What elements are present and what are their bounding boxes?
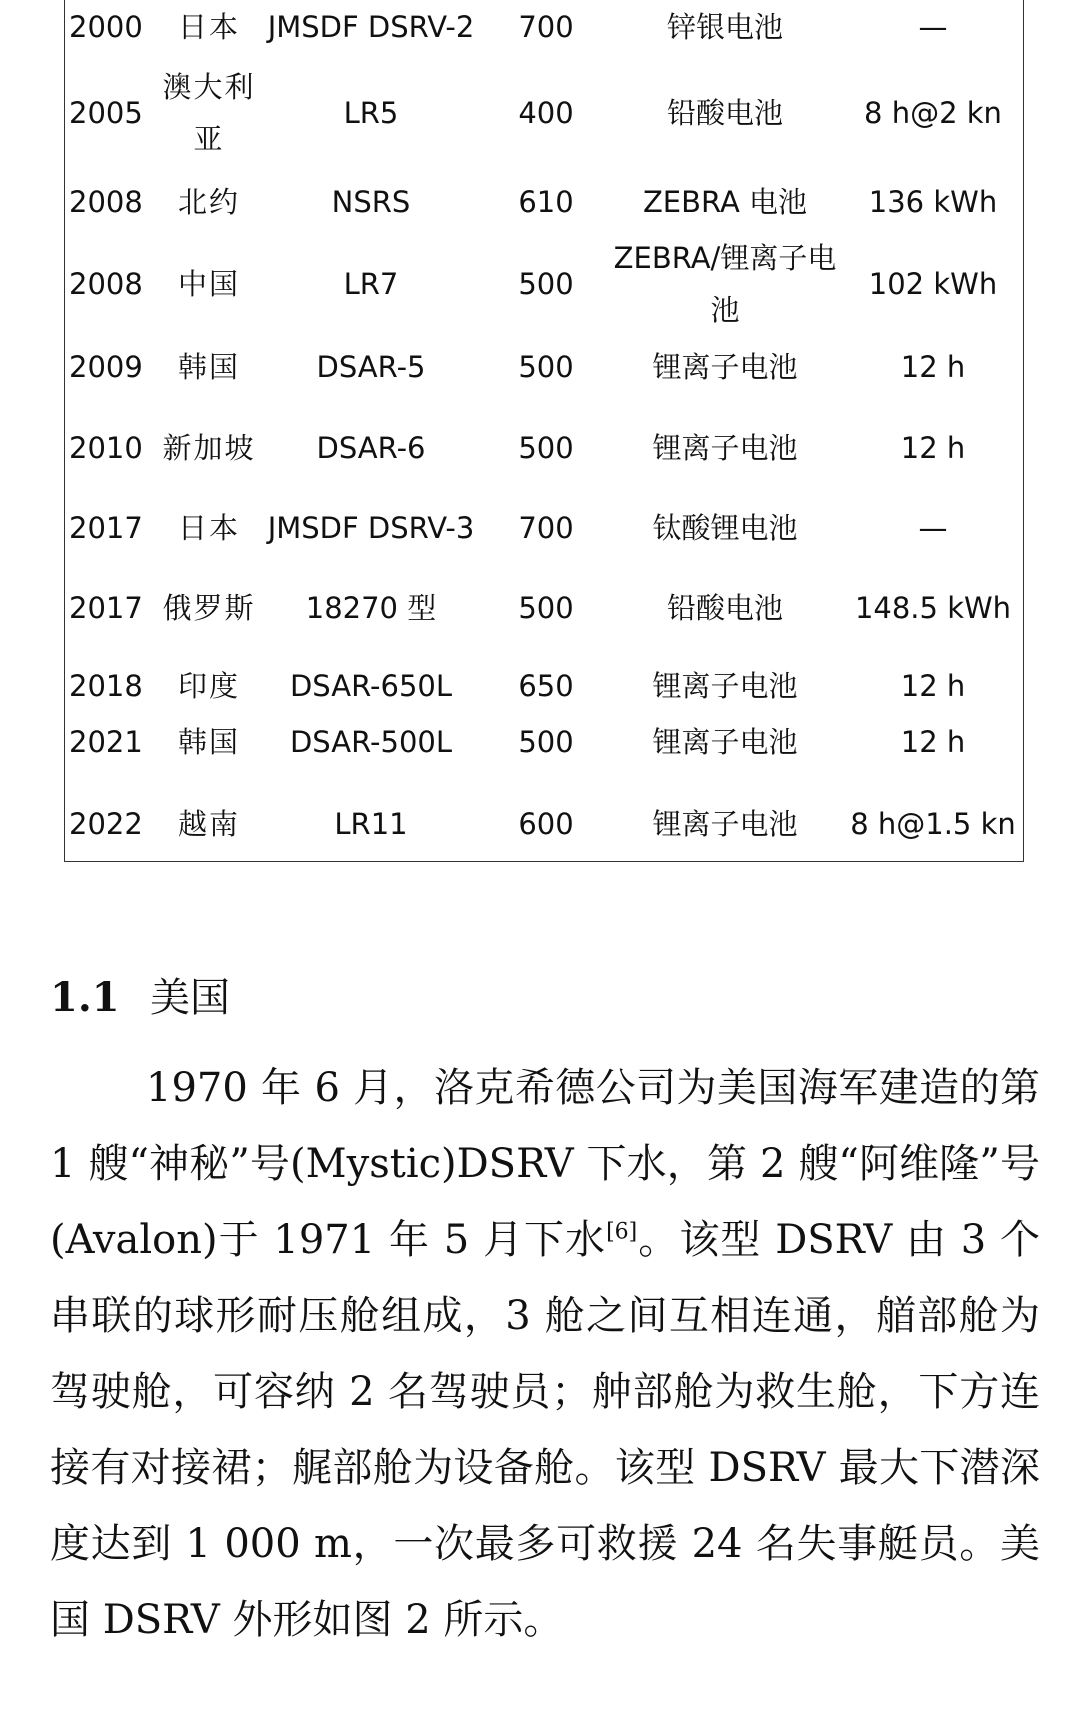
cell-battery: 锂离子电池 — [652, 725, 798, 759]
cell-model: DSAR-6 — [316, 431, 426, 465]
cell-endurance: 8 h@1.5 kn — [850, 807, 1016, 841]
cell-year: 2022 — [69, 807, 143, 841]
cell-model: JMSDF DSRV-3 — [267, 511, 475, 545]
table-row — [65, 336, 1025, 398]
paragraph-text-part1: 1970 年 6 月，洛克希德公司为美国海军建造的第 1 艘“神秘”号(Mystic)DSRV 下水，第 2 艘“阿维隆”号(Avalon)于 1971 年 5 月下水 — [50, 1065, 1040, 1263]
cell-model: DSAR-500L — [289, 725, 453, 759]
cell-endurance: 102 kWh — [868, 267, 998, 301]
cell-battery: 锌银电池 — [666, 10, 783, 44]
cell-battery: 钛酸锂电池 — [652, 511, 798, 545]
table-row — [65, 770, 1025, 878]
cell-battery: ZEBRA/锂离子电池 — [613, 241, 837, 327]
cell-year: 2017 — [69, 511, 143, 545]
cell-year: 2017 — [69, 591, 143, 625]
dsrv-spec-table — [64, 0, 1024, 862]
cell-depth: 400 — [518, 96, 574, 130]
cell-depth: 610 — [518, 185, 574, 219]
spec-table-body — [65, 0, 1025, 878]
table-row — [65, 714, 1025, 770]
cell-model: LR5 — [343, 96, 399, 130]
paragraph-text-part2: 。该型 DSRV 由 3 个串联的球形耐压舱组成，3 舱之间互相连通，艏部舱为驾驶舱，可容纳 2 名驾驶员；舯部舱为救生舱，下方连接有对接裙；艉部舱为设备舱。该型 DSRV 最大下潜深度达到 1 000 m，一次最多可救援 24 名失事艇员。美国 DSRV 外形如图 2 所示。 — [50, 1217, 1041, 1643]
cell-country: 新加坡 — [162, 431, 256, 465]
cell-depth: 500 — [518, 725, 574, 759]
cell-country: 日本 — [177, 511, 240, 545]
cell-country: 澳大利亚 — [162, 70, 256, 156]
cell-country: 日本 — [177, 10, 240, 44]
cell-year: 2018 — [69, 669, 143, 703]
cell-endurance: 136 kWh — [868, 185, 998, 219]
cell-depth: 700 — [518, 10, 574, 44]
cell-country: 越南 — [177, 807, 240, 841]
cell-model: DSAR-650L — [289, 669, 453, 703]
cell-battery: 锂离子电池 — [652, 669, 798, 703]
cell-country: 印度 — [177, 669, 240, 703]
cell-endurance: — — [918, 10, 948, 44]
cell-battery: 铅酸电池 — [666, 96, 783, 130]
table-row — [65, 54, 1025, 172]
cell-year: 2010 — [69, 431, 143, 465]
cell-year: 2008 — [69, 185, 143, 219]
cell-model: NSRS — [331, 185, 411, 219]
citation-ref: [6] — [606, 1219, 638, 1245]
cell-endurance: 8 h@2 kn — [864, 96, 1002, 130]
cell-battery: 锂离子电池 — [652, 431, 798, 465]
cell-country: 中国 — [177, 267, 240, 301]
section-title: 美国 — [150, 975, 230, 1021]
cell-year: 2009 — [69, 350, 143, 384]
table-row — [65, 658, 1025, 714]
cell-depth: 700 — [518, 511, 574, 545]
cell-country: 韩国 — [177, 725, 240, 759]
cell-endurance: 12 h — [900, 669, 966, 703]
spec-table-grid — [65, 0, 1025, 878]
cell-model: LR11 — [334, 807, 408, 841]
cell-battery: 锂离子电池 — [652, 807, 798, 841]
table-row — [65, 558, 1025, 658]
body-paragraph — [50, 1050, 1040, 1658]
cell-country: 北约 — [177, 185, 240, 219]
cell-year: 2005 — [69, 96, 143, 130]
cell-depth: 500 — [518, 591, 574, 625]
cell-battery: 铅酸电池 — [666, 591, 783, 625]
section-number: 1.1 — [50, 974, 120, 1021]
cell-model: 18270 型 — [305, 591, 437, 625]
cell-model: DSAR-5 — [316, 350, 426, 384]
cell-depth: 500 — [518, 350, 574, 384]
cell-battery: 锂离子电池 — [652, 350, 798, 384]
cell-endurance: 12 h — [900, 725, 966, 759]
section-heading — [50, 968, 230, 1028]
table-row — [65, 0, 1025, 54]
table-row — [65, 498, 1025, 558]
cell-endurance: 12 h — [900, 350, 966, 384]
cell-depth: 600 — [518, 807, 574, 841]
table-row — [65, 232, 1025, 336]
table-row — [65, 398, 1025, 498]
cell-endurance: — — [918, 511, 948, 545]
cell-depth: 500 — [518, 267, 574, 301]
cell-year: 2021 — [69, 725, 143, 759]
cell-country: 韩国 — [177, 350, 240, 384]
cell-endurance: 12 h — [900, 431, 966, 465]
cell-depth: 650 — [518, 669, 574, 703]
cell-battery: ZEBRA 电池 — [642, 185, 808, 219]
table-row — [65, 172, 1025, 232]
cell-year: 2008 — [69, 267, 143, 301]
cell-country: 俄罗斯 — [162, 591, 256, 625]
cell-endurance: 148.5 kWh — [854, 591, 1012, 625]
cell-year: 2000 — [69, 10, 143, 44]
cell-model: JMSDF DSRV-2 — [267, 10, 475, 44]
cell-model: LR7 — [343, 267, 399, 301]
cell-depth: 500 — [518, 431, 574, 465]
